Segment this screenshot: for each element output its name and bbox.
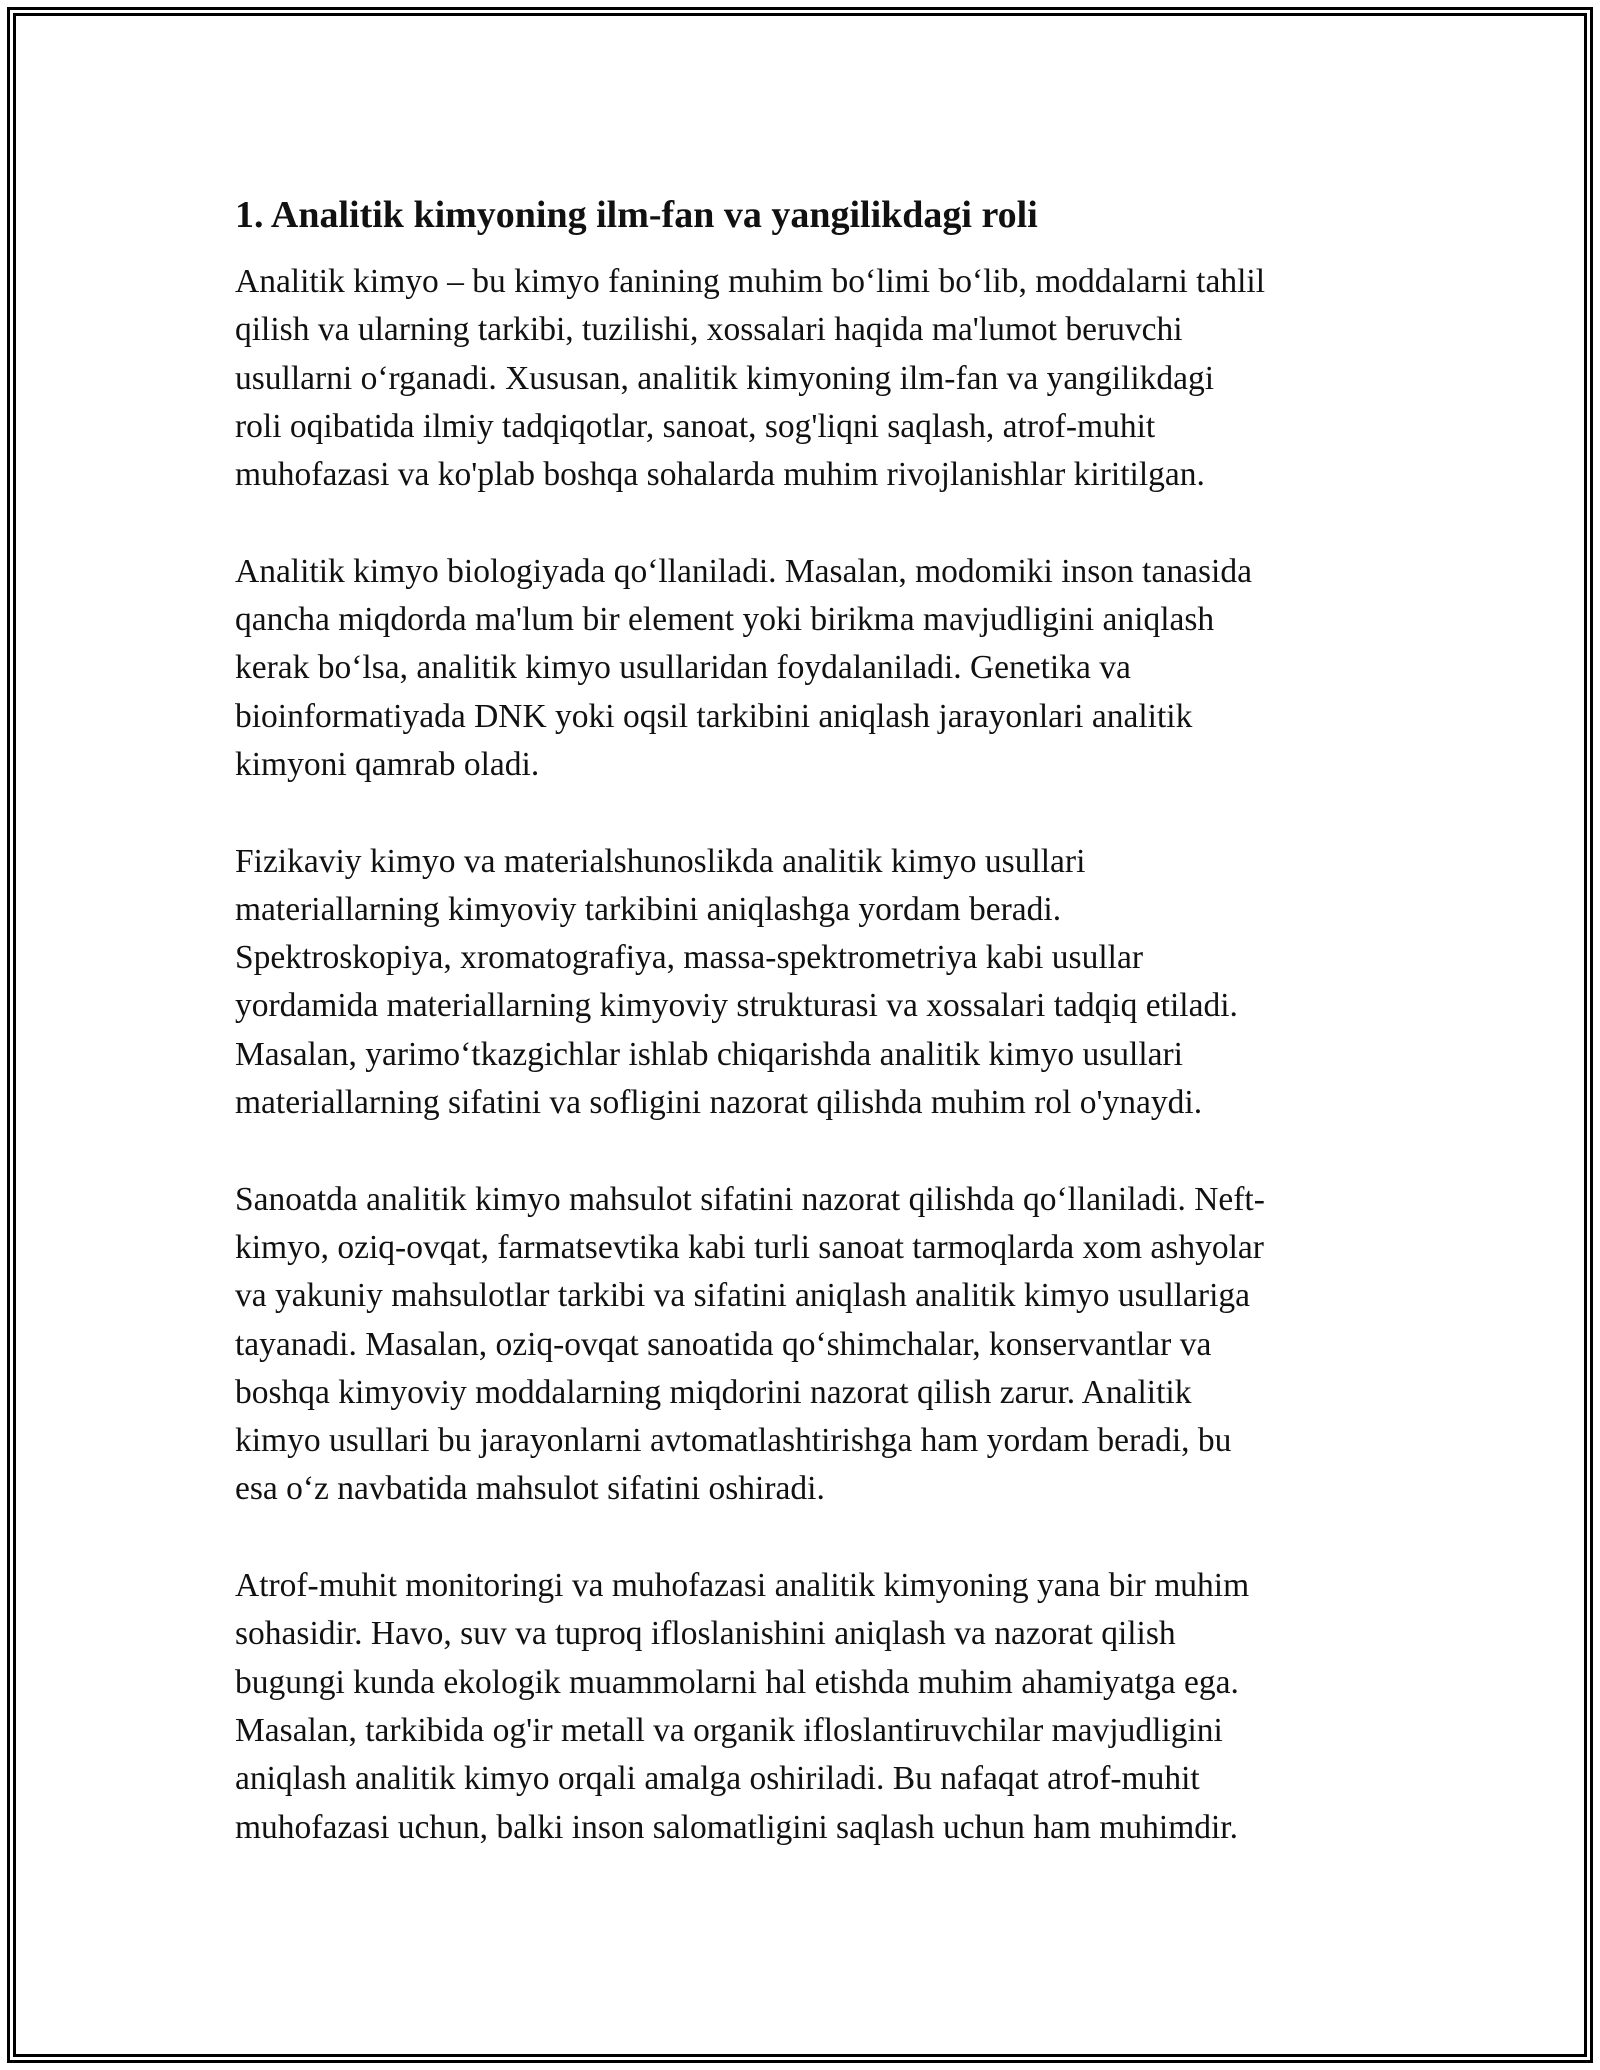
text-line: yordamida materiallarning kimyoviy strukturasi va xossalari tadqiq etiladi. (235, 987, 1238, 1025)
paragraph-environment (235, 1562, 1375, 1852)
text-line: Atrof-muhit monitoringi va muhofazasi analitik kimyoning yana bir muhim (235, 1567, 1250, 1605)
text-line: muhofazasi uchun, balki inson salomatligini saqlash uchun ham muhimdir. (235, 1808, 1238, 1846)
text-line: Spektroskopiya, xromatografiya, massa-spektrometriya kabi usullar (235, 939, 1143, 977)
text-line: qancha miqdorda ma'lum bir element yoki birikma mavjudligini aniqlash (235, 601, 1215, 639)
text-line: Analitik kimyo biologiyada qo‘llaniladi. Masalan, modomiki inson tanasida (235, 552, 1252, 590)
paragraph-materials (235, 838, 1375, 1128)
text-line: va yakuniy mahsulotlar tarkibi va sifatini aniqlash analitik kimyo usullariga (235, 1277, 1251, 1315)
paragraph-biology (235, 548, 1375, 789)
paragraph-intro (235, 258, 1375, 499)
text-line: muhofazasi va ko'plab boshqa sohalarda muhim rivojlanishlar kiritilgan. (235, 456, 1205, 494)
text-line: kimyo, oziq-ovqat, farmatsevtika kabi turli sanoat tarmoqlarda xom ashyolar (235, 1228, 1264, 1266)
text-line: kimyoni qamrab oladi. (235, 745, 540, 783)
text-line: roli oqibatida ilmiy tadqiqotlar, sanoat, sog'liqni saqlash, atrof-muhit (235, 407, 1156, 445)
text-line: materiallarning kimyoviy tarkibini aniqlashga yordam beradi. (235, 890, 1062, 928)
text-line: esa o‘z navbatida mahsulot sifatini oshiradi. (235, 1470, 825, 1508)
text-line: Sanoatda analitik kimyo mahsulot sifatini nazorat qilishda qo‘llaniladi. Neft- (235, 1180, 1265, 1218)
text-line: Fizikaviy kimyo va materialshunoslikda analitik kimyo usullari (235, 842, 1086, 880)
section-heading: 1. Analitik kimyoning ilm-fan va yangilikdagi roli (235, 194, 1038, 236)
text-line: sohasidir. Havo, suv va tuproq ifloslanishini aniqlash va nazorat qilish (235, 1615, 1176, 1653)
text-line: kimyo usullari bu jarayonlarni avtomatlashtirishga ham yordam beradi, bu (235, 1422, 1232, 1460)
text-line: materiallarning sifatini va sofligini nazorat qilishda muhim rol o'ynaydi. (235, 1084, 1203, 1122)
text-line: Masalan, yarimo‘tkazgichlar ishlab chiqarishda analitik kimyo usullari (235, 1035, 1183, 1073)
text-line: tayanadi. Masalan, oziq-ovqat sanoatida qo‘shimchalar, konservantlar va (235, 1325, 1212, 1363)
text-line: bioinformatiyada DNK yoki oqsil tarkibini aniqlash jarayonlari analitik (235, 697, 1193, 735)
document-body (235, 190, 1375, 1900)
text-line: qilish va ularning tarkibi, tuzilishi, xossalari haqida ma'lumot beruvchi (235, 311, 1183, 349)
text-line: boshqa kimyoviy moddalarning miqdorini nazorat qilish zarur. Analitik (235, 1373, 1192, 1411)
text-line: bugungi kunda ekologik muammolarni hal etishda muhim ahamiyatga ega. (235, 1663, 1239, 1701)
text-line: Masalan, tarkibida og'ir metall va organik ifloslantiruvchilar mavjudligini (235, 1711, 1223, 1749)
text-line: aniqlash analitik kimyo orqali amalga oshiriladi. Bu nafaqat atrof-muhit (235, 1760, 1200, 1798)
text-line: Analitik kimyo – bu kimyo fanining muhim bo‘limi bo‘lib, moddalarni tahlil (235, 263, 1266, 300)
text-line: usullarni o‘rganadi. Xususan, analitik kimyoning ilm-fan va yangilikdagi (235, 359, 1215, 397)
text-line: kerak bo‘lsa, analitik kimyo usullaridan foydalaniladi. Genetika va (235, 649, 1131, 687)
paragraph-industry (235, 1176, 1375, 1514)
